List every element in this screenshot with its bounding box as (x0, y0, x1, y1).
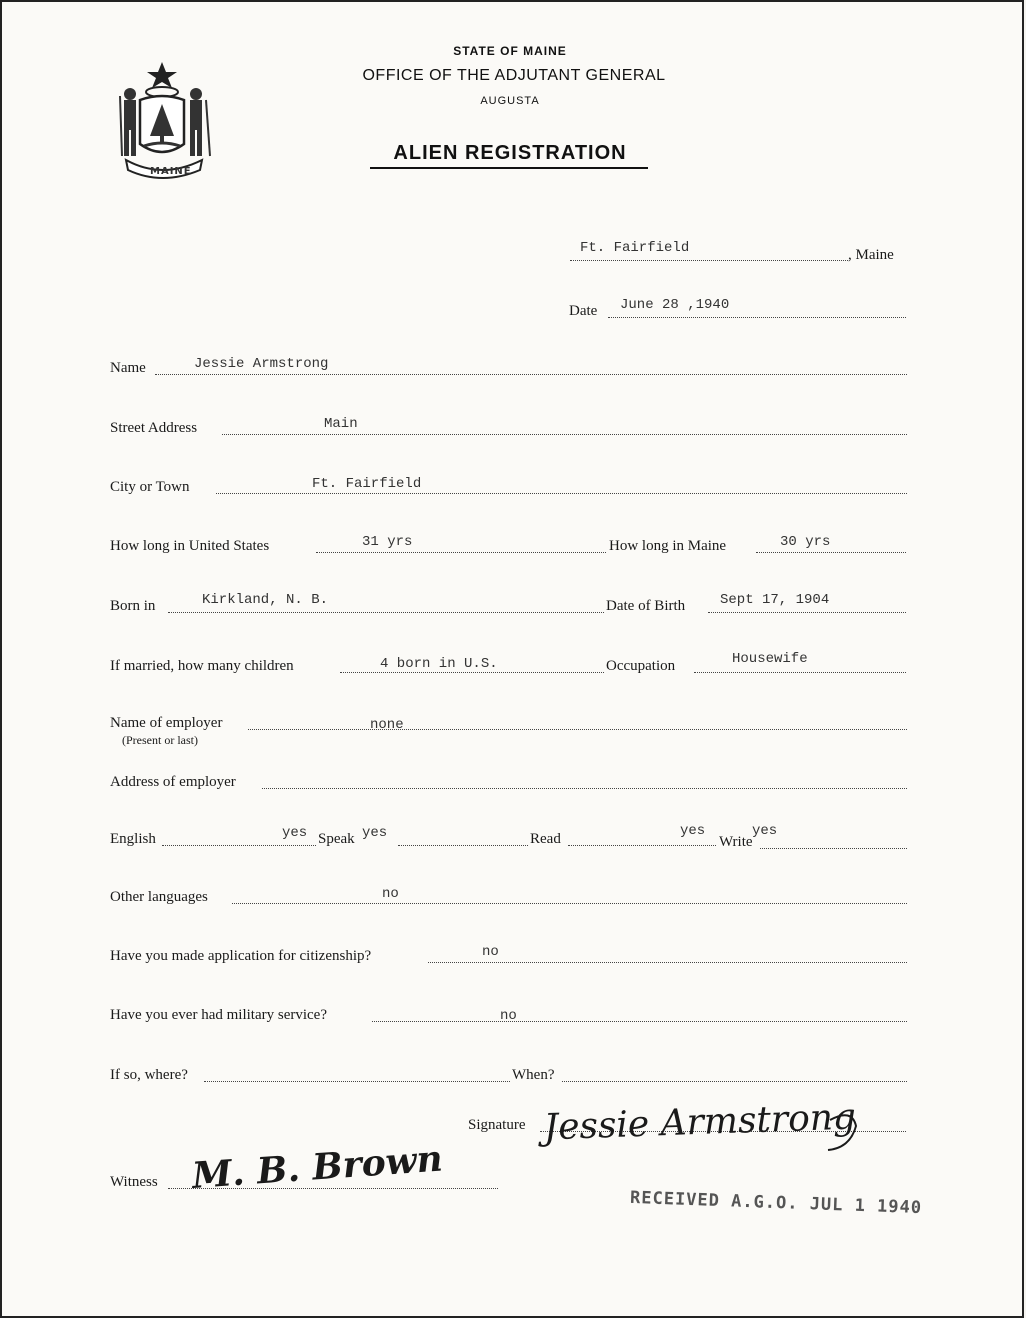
svg-text:Jessie Armstrong: Jessie Armstrong (543, 1096, 857, 1149)
seal-banner-text: MAINE (150, 166, 192, 177)
children-line (340, 672, 604, 673)
name-value: Jessie Armstrong (194, 356, 329, 372)
dob-value: Sept 17, 1904 (720, 592, 830, 608)
how-long-maine-value: 30 yrs (780, 534, 831, 550)
born-in-label: Born in (110, 598, 156, 614)
when-label: When? (512, 1067, 555, 1083)
witness-label: Witness (110, 1174, 158, 1190)
military-line (372, 1021, 907, 1022)
received-stamp: RECEIVED A.G.O. JUL 1 1940 (629, 1187, 923, 1219)
how-long-maine-label: How long in Maine (609, 538, 727, 554)
street-value: Main (324, 416, 358, 432)
read-label: Read (530, 831, 561, 847)
place-value: Ft. Fairfield (580, 240, 690, 256)
speak-label: Speak (318, 831, 355, 847)
state-heading: STATE OF MAINE (453, 44, 567, 58)
children-value: 4 born in U.S. (380, 656, 498, 672)
english-label: English (110, 831, 156, 847)
english-value: yes (282, 825, 308, 841)
dob-label: Date of Birth (606, 598, 686, 614)
city-heading: AUGUSTA (480, 95, 540, 107)
employer-address-label: Address of employer (110, 774, 236, 790)
name-label: Name (110, 360, 146, 376)
born-in-value: Kirkland, N. B. (202, 592, 329, 608)
occupation-line (694, 672, 906, 673)
how-long-maine-line (756, 552, 906, 553)
occupation-value: Housewife (732, 651, 808, 667)
employer-address-line (262, 788, 907, 789)
street-label: Street Address (110, 420, 198, 436)
employer-label: Name of employer (110, 715, 223, 731)
if-so-label: If so, where? (110, 1067, 188, 1083)
maine-label: , Maine (848, 247, 894, 263)
read-value: yes (680, 823, 706, 839)
date-value: June 28 ,1940 (620, 297, 730, 313)
city-line (216, 493, 907, 494)
citizenship-value: no (482, 944, 499, 960)
employer-value: none (370, 717, 404, 733)
write-value: yes (752, 823, 778, 839)
born-in-line (168, 612, 604, 613)
children-label: If married, how many children (110, 658, 294, 674)
english-line (162, 845, 316, 846)
office-heading: OFFICE OF THE ADJUTANT GENERAL (362, 67, 666, 84)
when-line (562, 1081, 907, 1082)
occupation-label: Occupation (606, 658, 676, 674)
place-line (570, 260, 848, 261)
speak-value: yes (362, 825, 388, 841)
other-languages-label: Other languages (110, 889, 208, 905)
date-label: Date (569, 303, 598, 319)
employer-line (248, 729, 907, 730)
how-long-us-value: 31 yrs (362, 534, 413, 550)
witness-signature (188, 1137, 445, 1197)
date-line (608, 317, 906, 318)
employer-sublabel: (Present or last) (122, 733, 198, 747)
dob-line (708, 612, 906, 613)
military-label: Have you ever had military service? (110, 1007, 327, 1023)
how-long-us-label: How long in United States (110, 538, 270, 554)
speak-line (398, 845, 528, 846)
title-underline (370, 167, 648, 169)
if-so-line (204, 1081, 510, 1082)
how-long-us-line (316, 552, 606, 553)
other-languages-line (232, 903, 907, 904)
write-label: Write (719, 834, 753, 850)
street-line (222, 434, 907, 435)
city-value: Ft. Fairfield (312, 476, 422, 492)
read-line (568, 845, 716, 846)
applicant-signature (538, 1092, 868, 1154)
form-title: ALIEN REGISTRATION (393, 142, 627, 164)
other-languages-value: no (382, 886, 399, 902)
signature-label: Signature (468, 1117, 526, 1133)
citizenship-line (428, 962, 907, 963)
svg-text:M. B. Brown: M. B. Brown (190, 1137, 445, 1197)
citizenship-label: Have you made application for citizenship? (110, 948, 372, 964)
military-value: no (500, 1008, 517, 1024)
name-line (155, 374, 907, 375)
city-label: City or Town (110, 479, 190, 495)
write-line (760, 848, 907, 849)
